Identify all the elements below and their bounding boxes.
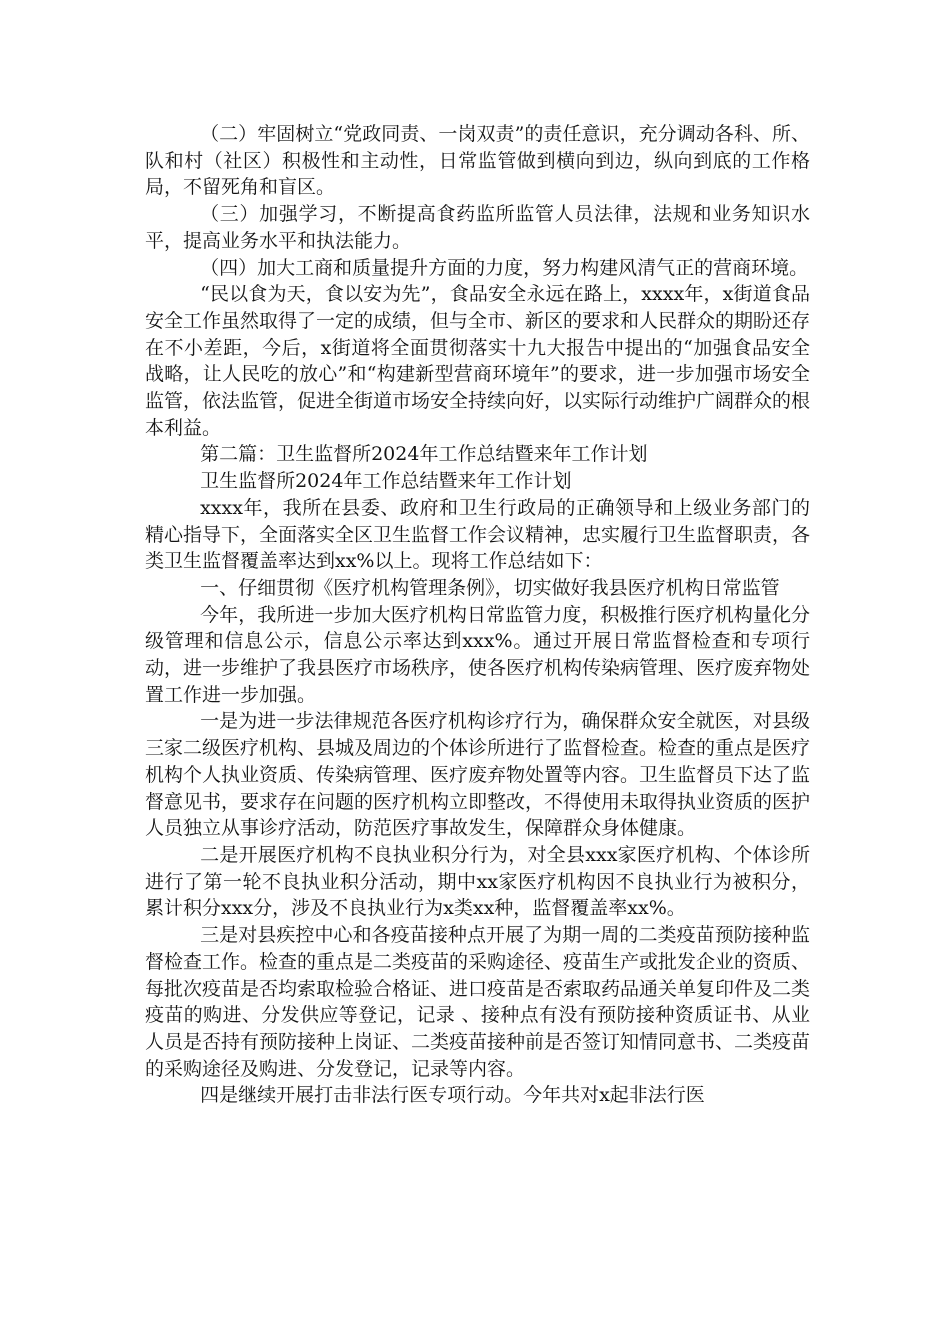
document-body xyxy=(145,121,810,1109)
paragraph-3: （四）加大工商和质量提升方面的力度，努力构建风清气正的营商环境。 xyxy=(200,256,809,279)
document-title: 卫生监督所2024年工作总结暨来年工作计划 xyxy=(200,470,572,493)
paragraph-intro: xxxx年，我所在县委、政府和卫生行政局的正确领导和上级业务部门的精心指导下，全面落实全区卫生监督工作会议精神，忠实履行卫生监督职责，各类卫生监督覆盖率达到xx%以上。现将工作总结如下： xyxy=(145,496,811,573)
paragraph-11: 四是继续开展打击非法行医专项行动。今年共对x起非法行医 xyxy=(200,1084,705,1107)
paragraph-10: 三是对县疾控中心和各疫苗接种点开展了为期一周的二类疫苗预防接种监督检查工作。检查的重点是二类疫苗的采购途径、疫苗生产或批发企业的资质、每批次疫苗是否均索取检验合格证、进口疫苗是否索取药品通关单复印件及二类疫苗的购进、分发供应等登记，记录 、接种点有没有预防接种资质证书、从业人员是否持有预防接种上岗证、二类疫苗接种前是否签订知情同意书、二类疫苗的采购途径及购进、分发登记，记录等内容。 xyxy=(145,924,811,1080)
paragraph-7: 今年，我所进一步加大医疗机构日常监管力度，积极推行医疗机构量化分级管理和信息公示，信息公示率达到xxx%。通过开展日常监督检查和专项行动，进一步维护了我县医疗市场秩序，使各医疗机构传染病管理、医疗废弃物处置工作进一步加强。 xyxy=(145,603,811,706)
subheading-1: 一、仔细贯彻《医疗机构管理条例》，切实做好我县医疗机构日常监管 xyxy=(200,576,780,599)
section-heading: 第二篇：卫生监督所2024年工作总结暨来年工作计划 xyxy=(200,443,648,466)
paragraph-4: “民以食为天，食以安为先”，食品安全永远在路上，xxxx年，x街道食品安全工作虽然取得了一定的成绩，但与全市、新区的要求和人民群众的期盼还存在不小差距，今后，x街道将全面贯彻落实十九大报告中提出的“加强食品安全战略，让人民吃的放心”和“构建新型营商环境年”的要求，进一步加强市场安全监管，依法监管，促进全街道市场安全持续向好，以实际行动维护广阔群众的根本利益。 xyxy=(145,283,811,439)
paragraph-1: （二）牢固树立“党政同责、一岗双责”的责任意识，充分调动各科、所、队和村（社区）积极性和主动性，日常监管做到横向到边，纵向到底的工作格局，不留死角和盲区。 xyxy=(145,123,810,199)
paragraph-8: 一是为进一步法律规范各医疗机构诊疗行为，确保群众安全就医，对县级三家二级医疗机构、县城及周边的个体诊所进行了监督检查。检查的重点是医疗机构个人执业资质、传染病管理、医疗废弃物处置等内容。卫生监督员下达了监督意见书，要求存在问题的医疗机构立即整改，不得使用未取得执业资质的医护人员独立从事诊疗活动，防范医疗事故发生，保障群众身体健康。 xyxy=(145,710,811,840)
paragraph-2: （三）加强学习，不断提高食药监所监管人员法律，法规和业务知识水平，提高业务水平和执法能力。 xyxy=(145,203,810,252)
paragraph-9: 二是开展医疗机构不良执业积分行为，对全县xxx家医疗机构、个体诊所进行了第一轮不良执业积分活动，期中xx家医疗机构因不良执业行为被积分，累计积分xxx分，涉及不良执业行为x类xx种，监督覆盖率xx%。 xyxy=(145,843,810,920)
